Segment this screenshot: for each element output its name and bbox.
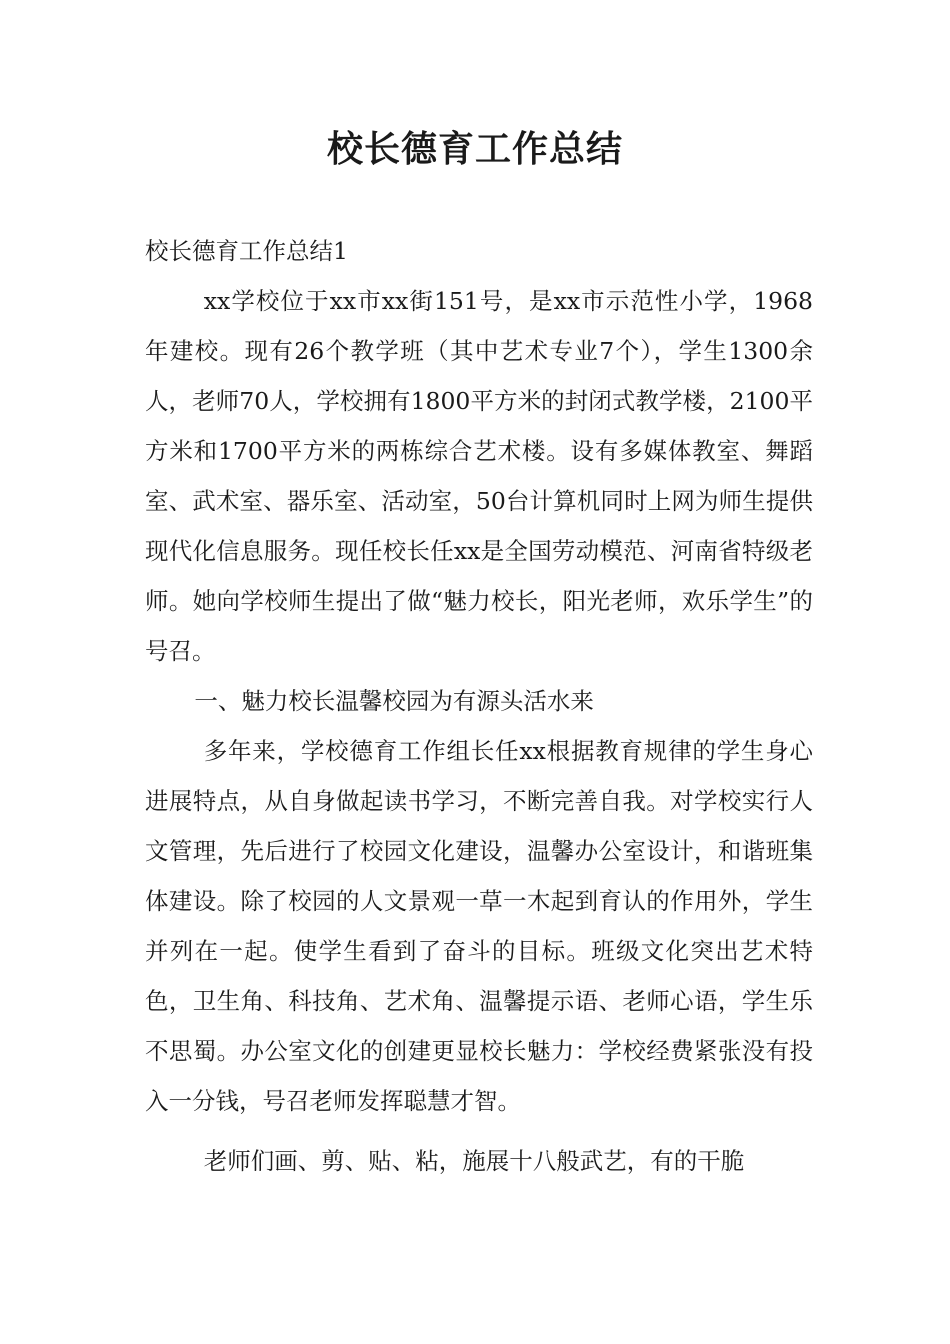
paragraph-main: 多年来，学校德育工作组长任xx根据教育规律的学生身心进展特点，从自身做起读书学习，不断完善自我。对学校实行人文管理，先后进行了校园文化建设，温馨办公室设计，和谐班集体建设。除了校园的人文景观一草一木起到育认的作用外，学生并列在一起。使学生看到了奋斗的目标。班级文化突出艺术特色，卫生角、科技角、艺术角、温馨提示语、老师心语，学生乐不思蜀。办公室文化的创建更显校长魅力：学校经费紧张没有投入一分钱，号召老师发挥聪慧才智。 bbox=[145, 737, 813, 1115]
document-body bbox=[145, 226, 813, 1186]
paragraph-intro: xx学校位于xx市xx街151号，是xx市示范性小学，1968年建校。现有26个教学班（其中艺术专业7个），学生1300余人，老师70人，学校拥有1800平方米的封闭式教学楼，2100平方米和1700平方米的两栋综合艺术楼。设有多媒体教室、舞蹈室、武术室、器乐室、活动室，50台计算机同时上网为师生提供现代化信息服务。现任校长任xx是全国劳动模范、河南省特级老师。她向学校师生提出了做“魅力校长，阳光老师，欢乐学生”的号召。 bbox=[145, 287, 813, 665]
document-title: 校长德育工作总结 bbox=[326, 129, 623, 170]
section-heading: 一、魅力校长温馨校园为有源头活水来 bbox=[194, 687, 594, 715]
section-subtitle: 校长德育工作总结1 bbox=[145, 237, 348, 265]
paragraph-continued: 老师们画、剪、贴、粘，施展十八般武艺，有的干脆 bbox=[203, 1147, 745, 1175]
